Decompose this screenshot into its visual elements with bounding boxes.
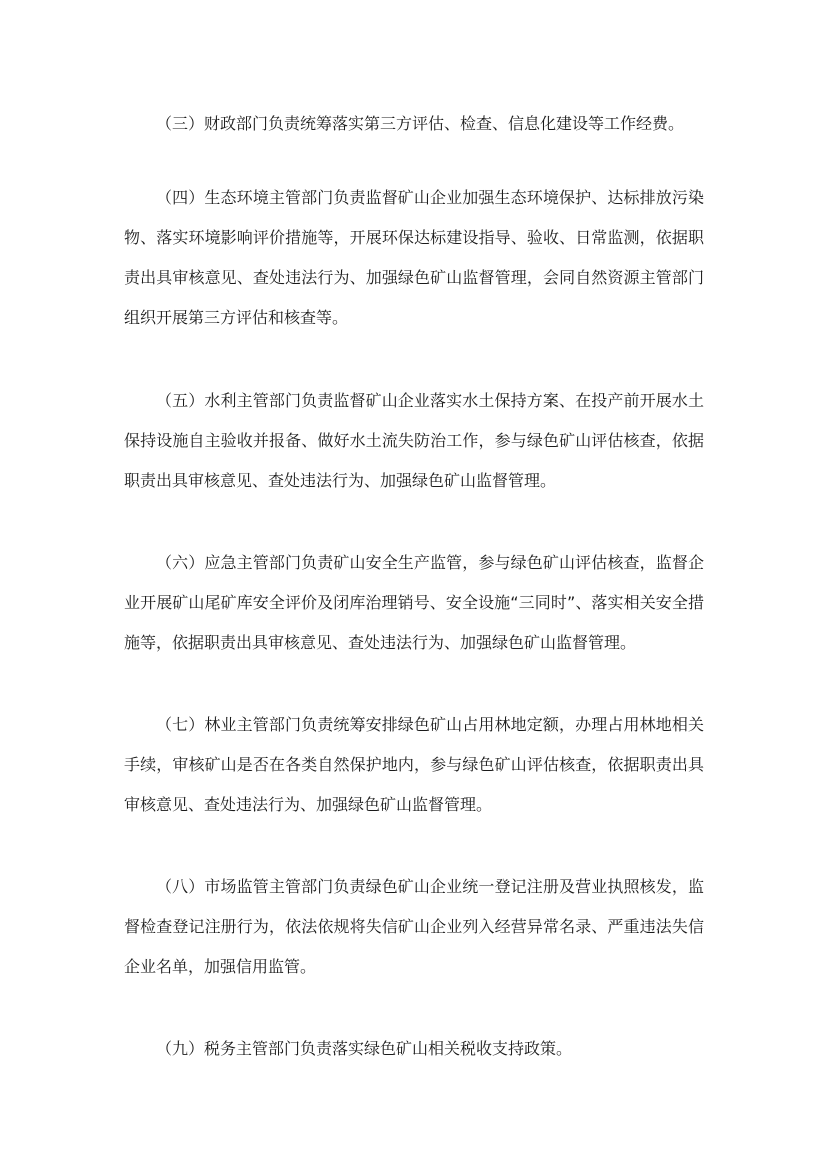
- paragraph-taxation-department: （九）税务主管部门负责落实绿色矿山相关税收支持政策。: [156, 1039, 573, 1058]
- paragraph-market-supervision-department: （八）市场监管主管部门负责绿色矿山企业统一登记注册及营业执照核发，监督检查登记注册行为，依法依规将失信矿山企业列入经营异常名录、严重违法失信企业名单，加强信用监管。: [124, 877, 704, 976]
- paragraph-water-resources-department: （五）水利主管部门负责监督矿山企业落实水土保持方案、在投产前开展水土保持设施自主验收并报备、做好水土流失防治工作，参与绿色矿山评估核查，依据职责出具审核意见、查处违法行为、加强绿色矿山监督管理。: [124, 391, 704, 490]
- paragraph-emergency-management-department: （六）应急主管部门负责矿山安全生产监管，参与绿色矿山评估核查，监督企业开展矿山尾矿库安全评价及闭库治理销号、安全设施“三同时”、落实相关安全措施等，依据职责出具审核意见、查处违法行为、加强绿色矿山监督管理。: [124, 553, 704, 652]
- paragraph-finance-department: （三）财政部门负责统筹落实第三方评估、检查、信息化建设等工作经费。: [156, 114, 685, 133]
- paragraph-ecology-environment-department: （四）生态环境主管部门负责监督矿山企业加强生态环境保护、达标排放污染物、落实环境影响评价措施等，开展环保达标建设指导、验收、日常监测，依据职责出具审核意见、查处违法行为、加强绿色矿山监督管理，会同自然资源主管部门组织开展第三方评估和核查等。: [124, 188, 704, 327]
- paragraph-forestry-department: （七）林业主管部门负责统筹安排绿色矿山占用林地定额，办理占用林地相关手续，审核矿山是否在各类自然保护地内，参与绿色矿山评估核查，依据职责出具审核意见、查处违法行为、加强绿色矿山监督管理。: [124, 715, 704, 814]
